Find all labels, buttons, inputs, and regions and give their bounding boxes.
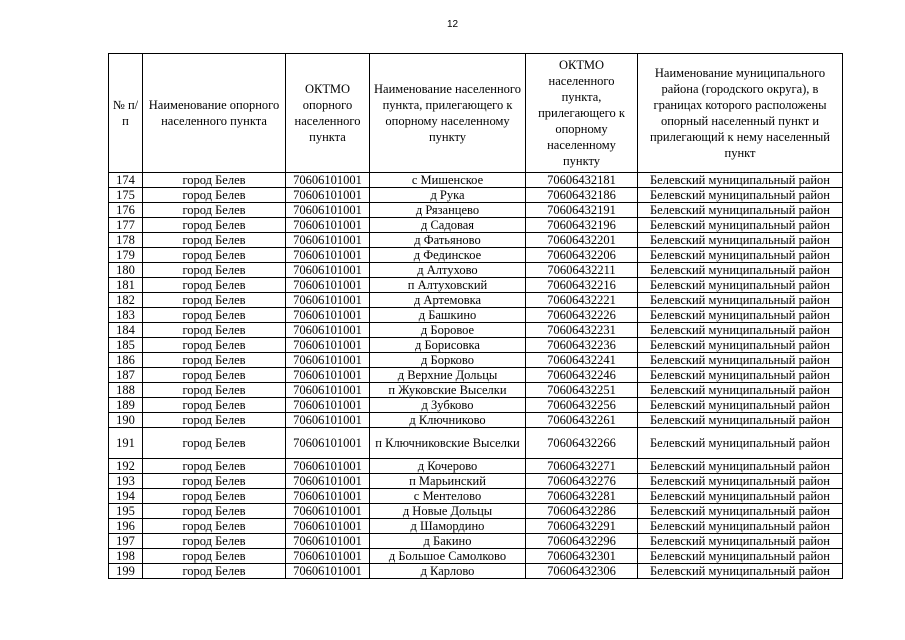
table-row <box>109 203 843 218</box>
base-settlement-cell: город Белев <box>143 293 286 308</box>
row-number-cell: 192 <box>109 459 143 474</box>
row-number-cell: 180 <box>109 263 143 278</box>
row-number-cell: 190 <box>109 413 143 428</box>
row-number-cell: 197 <box>109 534 143 549</box>
header-number: № п/п <box>109 54 143 173</box>
row-number-cell: 194 <box>109 489 143 504</box>
base-settlement-cell: город Белев <box>143 308 286 323</box>
adjacent-settlement-cell: д Артемовка <box>370 293 526 308</box>
page-number: 12 <box>446 19 459 30</box>
adjacent-oktmo-cell: 70606432291 <box>526 519 638 534</box>
table-row <box>109 398 843 413</box>
municipal-district-cell: Белевский муниципальный район <box>638 188 843 203</box>
base-oktmo-cell: 70606101001 <box>286 263 370 278</box>
adjacent-settlement-cell: д Верхние Дольцы <box>370 368 526 383</box>
municipal-district-cell: Белевский муниципальный район <box>638 413 843 428</box>
adjacent-settlement-cell: с Мишенское <box>370 173 526 188</box>
table-row <box>109 489 843 504</box>
base-settlement-cell: город Белев <box>143 489 286 504</box>
municipal-district-cell: Белевский муниципальный район <box>638 368 843 383</box>
adjacent-oktmo-cell: 70606432251 <box>526 383 638 398</box>
adjacent-oktmo-cell: 70606432281 <box>526 489 638 504</box>
table-row <box>109 564 843 579</box>
municipal-district-cell: Белевский муниципальный район <box>638 519 843 534</box>
table-row <box>109 474 843 489</box>
adjacent-oktmo-cell: 70606432236 <box>526 338 638 353</box>
row-number-cell: 183 <box>109 308 143 323</box>
adjacent-settlement-cell: п Ключниковские Выселки <box>370 428 526 459</box>
table-row <box>109 233 843 248</box>
base-oktmo-cell: 70606101001 <box>286 323 370 338</box>
adjacent-oktmo-cell: 70606432276 <box>526 474 638 489</box>
adjacent-oktmo-cell: 70606432231 <box>526 323 638 338</box>
table-row <box>109 278 843 293</box>
base-settlement-cell: город Белев <box>143 368 286 383</box>
municipal-district-cell: Белевский муниципальный район <box>638 233 843 248</box>
base-oktmo-cell: 70606101001 <box>286 203 370 218</box>
adjacent-settlement-cell: д Зубково <box>370 398 526 413</box>
table-row <box>109 293 843 308</box>
municipal-district-cell: Белевский муниципальный район <box>638 504 843 519</box>
municipal-district-cell: Белевский муниципальный район <box>638 383 843 398</box>
base-oktmo-cell: 70606101001 <box>286 233 370 248</box>
base-settlement-cell: город Белев <box>143 428 286 459</box>
municipal-district-cell: Белевский муниципальный район <box>638 398 843 413</box>
header-base-settlement: Наименование опорного населенного пункта <box>143 54 286 173</box>
adjacent-settlement-cell: д Алтухово <box>370 263 526 278</box>
row-number-cell: 182 <box>109 293 143 308</box>
table-row <box>109 459 843 474</box>
municipal-district-cell: Белевский муниципальный район <box>638 489 843 504</box>
table-row <box>109 519 843 534</box>
base-oktmo-cell: 70606101001 <box>286 218 370 233</box>
adjacent-oktmo-cell: 70606432201 <box>526 233 638 248</box>
row-number-cell: 193 <box>109 474 143 489</box>
adjacent-settlement-cell: д Кочерово <box>370 459 526 474</box>
base-oktmo-cell: 70606101001 <box>286 398 370 413</box>
table-row <box>109 323 843 338</box>
settlements-table <box>108 53 843 579</box>
municipal-district-cell: Белевский муниципальный район <box>638 474 843 489</box>
table-row <box>109 188 843 203</box>
base-settlement-cell: город Белев <box>143 248 286 263</box>
municipal-district-cell: Белевский муниципальный район <box>638 534 843 549</box>
row-number-cell: 188 <box>109 383 143 398</box>
base-oktmo-cell: 70606101001 <box>286 459 370 474</box>
adjacent-oktmo-cell: 70606432266 <box>526 428 638 459</box>
base-oktmo-cell: 70606101001 <box>286 353 370 368</box>
base-settlement-cell: город Белев <box>143 203 286 218</box>
base-oktmo-cell: 70606101001 <box>286 564 370 579</box>
row-number-cell: 199 <box>109 564 143 579</box>
base-settlement-cell: город Белев <box>143 188 286 203</box>
header-row <box>109 54 843 173</box>
base-settlement-cell: город Белев <box>143 278 286 293</box>
header-base-oktmo: ОКТМО опорного населенного пункта <box>286 54 370 173</box>
adjacent-settlement-cell: с Ментелово <box>370 489 526 504</box>
adjacent-settlement-cell: д Фединское <box>370 248 526 263</box>
base-oktmo-cell: 70606101001 <box>286 504 370 519</box>
adjacent-oktmo-cell: 70606432271 <box>526 459 638 474</box>
row-number-cell: 185 <box>109 338 143 353</box>
table-row <box>109 504 843 519</box>
base-settlement-cell: город Белев <box>143 263 286 278</box>
row-number-cell: 186 <box>109 353 143 368</box>
municipal-district-cell: Белевский муниципальный район <box>638 353 843 368</box>
base-oktmo-cell: 70606101001 <box>286 248 370 263</box>
table-body <box>109 173 843 579</box>
row-number-cell: 178 <box>109 233 143 248</box>
adjacent-oktmo-cell: 70606432221 <box>526 293 638 308</box>
table-row <box>109 218 843 233</box>
row-number-cell: 177 <box>109 218 143 233</box>
adjacent-oktmo-cell: 70606432181 <box>526 173 638 188</box>
adjacent-oktmo-cell: 70606432226 <box>526 308 638 323</box>
table-row <box>109 413 843 428</box>
adjacent-settlement-cell: д Большое Самолково <box>370 549 526 564</box>
table-row <box>109 368 843 383</box>
base-oktmo-cell: 70606101001 <box>286 489 370 504</box>
municipal-district-cell: Белевский муниципальный район <box>638 218 843 233</box>
table-row <box>109 173 843 188</box>
base-oktmo-cell: 70606101001 <box>286 308 370 323</box>
base-settlement-cell: город Белев <box>143 173 286 188</box>
adjacent-settlement-cell: д Бакино <box>370 534 526 549</box>
municipal-district-cell: Белевский муниципальный район <box>638 293 843 308</box>
table-header <box>109 54 843 173</box>
base-oktmo-cell: 70606101001 <box>286 338 370 353</box>
table-row <box>109 308 843 323</box>
row-number-cell: 198 <box>109 549 143 564</box>
base-oktmo-cell: 70606101001 <box>286 293 370 308</box>
row-number-cell: 184 <box>109 323 143 338</box>
base-settlement-cell: город Белев <box>143 474 286 489</box>
adjacent-settlement-cell: д Ключниково <box>370 413 526 428</box>
table-row <box>109 383 843 398</box>
adjacent-oktmo-cell: 70606432196 <box>526 218 638 233</box>
row-number-cell: 175 <box>109 188 143 203</box>
adjacent-oktmo-cell: 70606432286 <box>526 504 638 519</box>
adjacent-settlement-cell: д Садовая <box>370 218 526 233</box>
header-adjacent-oktmo: ОКТМО населенного пункта, прилегающего к опорному населенному пункту <box>526 54 638 173</box>
adjacent-settlement-cell: д Новые Дольцы <box>370 504 526 519</box>
header-municipal-district: Наименование муниципального района (городского округа), в границах которого расположены опорный населенный пункт и прилегающий к нему населенный пункт <box>638 54 843 173</box>
base-oktmo-cell: 70606101001 <box>286 474 370 489</box>
adjacent-settlement-cell: п Марьинский <box>370 474 526 489</box>
adjacent-oktmo-cell: 70606432186 <box>526 188 638 203</box>
base-oktmo-cell: 70606101001 <box>286 278 370 293</box>
adjacent-oktmo-cell: 70606432301 <box>526 549 638 564</box>
base-oktmo-cell: 70606101001 <box>286 428 370 459</box>
base-settlement-cell: город Белев <box>143 459 286 474</box>
municipal-district-cell: Белевский муниципальный район <box>638 323 843 338</box>
adjacent-oktmo-cell: 70606432296 <box>526 534 638 549</box>
row-number-cell: 191 <box>109 428 143 459</box>
base-oktmo-cell: 70606101001 <box>286 519 370 534</box>
base-settlement-cell: город Белев <box>143 534 286 549</box>
adjacent-oktmo-cell: 70606432216 <box>526 278 638 293</box>
municipal-district-cell: Белевский муниципальный район <box>638 564 843 579</box>
table-row <box>109 353 843 368</box>
adjacent-settlement-cell: д Борково <box>370 353 526 368</box>
municipal-district-cell: Белевский муниципальный район <box>638 278 843 293</box>
adjacent-oktmo-cell: 70606432211 <box>526 263 638 278</box>
base-settlement-cell: город Белев <box>143 413 286 428</box>
municipal-district-cell: Белевский муниципальный район <box>638 173 843 188</box>
row-number-cell: 187 <box>109 368 143 383</box>
base-settlement-cell: город Белев <box>143 564 286 579</box>
table-row <box>109 338 843 353</box>
adjacent-settlement-cell: п Жуковские Выселки <box>370 383 526 398</box>
adjacent-oktmo-cell: 70606432261 <box>526 413 638 428</box>
base-settlement-cell: город Белев <box>143 519 286 534</box>
municipal-district-cell: Белевский муниципальный район <box>638 203 843 218</box>
adjacent-settlement-cell: д Карлово <box>370 564 526 579</box>
municipal-district-cell: Белевский муниципальный район <box>638 263 843 278</box>
adjacent-oktmo-cell: 70606432246 <box>526 368 638 383</box>
base-oktmo-cell: 70606101001 <box>286 368 370 383</box>
table-row <box>109 248 843 263</box>
adjacent-settlement-cell: д Шамордино <box>370 519 526 534</box>
base-settlement-cell: город Белев <box>143 338 286 353</box>
row-number-cell: 179 <box>109 248 143 263</box>
base-oktmo-cell: 70606101001 <box>286 534 370 549</box>
base-settlement-cell: город Белев <box>143 323 286 338</box>
base-oktmo-cell: 70606101001 <box>286 188 370 203</box>
row-number-cell: 196 <box>109 519 143 534</box>
row-number-cell: 189 <box>109 398 143 413</box>
adjacent-settlement-cell: д Фатьяново <box>370 233 526 248</box>
row-number-cell: 176 <box>109 203 143 218</box>
table-row <box>109 428 843 459</box>
adjacent-settlement-cell: п Алтуховский <box>370 278 526 293</box>
base-settlement-cell: город Белев <box>143 398 286 413</box>
municipal-district-cell: Белевский муниципальный район <box>638 338 843 353</box>
municipal-district-cell: Белевский муниципальный район <box>638 459 843 474</box>
row-number-cell: 195 <box>109 504 143 519</box>
row-number-cell: 181 <box>109 278 143 293</box>
adjacent-oktmo-cell: 70606432206 <box>526 248 638 263</box>
base-settlement-cell: город Белев <box>143 504 286 519</box>
table-row <box>109 534 843 549</box>
base-settlement-cell: город Белев <box>143 353 286 368</box>
municipal-district-cell: Белевский муниципальный район <box>638 428 843 459</box>
municipal-district-cell: Белевский муниципальный район <box>638 549 843 564</box>
adjacent-oktmo-cell: 70606432256 <box>526 398 638 413</box>
base-settlement-cell: город Белев <box>143 233 286 248</box>
header-adjacent-settlement: Наименование населенного пункта, прилегающего к опорному населенному пункту <box>370 54 526 173</box>
adjacent-settlement-cell: д Боровое <box>370 323 526 338</box>
adjacent-settlement-cell: д Башкино <box>370 308 526 323</box>
base-oktmo-cell: 70606101001 <box>286 549 370 564</box>
base-oktmo-cell: 70606101001 <box>286 173 370 188</box>
adjacent-settlement-cell: д Рязанцево <box>370 203 526 218</box>
municipal-district-cell: Белевский муниципальный район <box>638 248 843 263</box>
adjacent-oktmo-cell: 70606432241 <box>526 353 638 368</box>
adjacent-oktmo-cell: 70606432191 <box>526 203 638 218</box>
base-oktmo-cell: 70606101001 <box>286 383 370 398</box>
base-oktmo-cell: 70606101001 <box>286 413 370 428</box>
adjacent-oktmo-cell: 70606432306 <box>526 564 638 579</box>
adjacent-settlement-cell: д Рука <box>370 188 526 203</box>
table-row <box>109 263 843 278</box>
table-row <box>109 549 843 564</box>
base-settlement-cell: город Белев <box>143 218 286 233</box>
base-settlement-cell: город Белев <box>143 549 286 564</box>
base-settlement-cell: город Белев <box>143 383 286 398</box>
adjacent-settlement-cell: д Борисовка <box>370 338 526 353</box>
row-number-cell: 174 <box>109 173 143 188</box>
municipal-district-cell: Белевский муниципальный район <box>638 308 843 323</box>
